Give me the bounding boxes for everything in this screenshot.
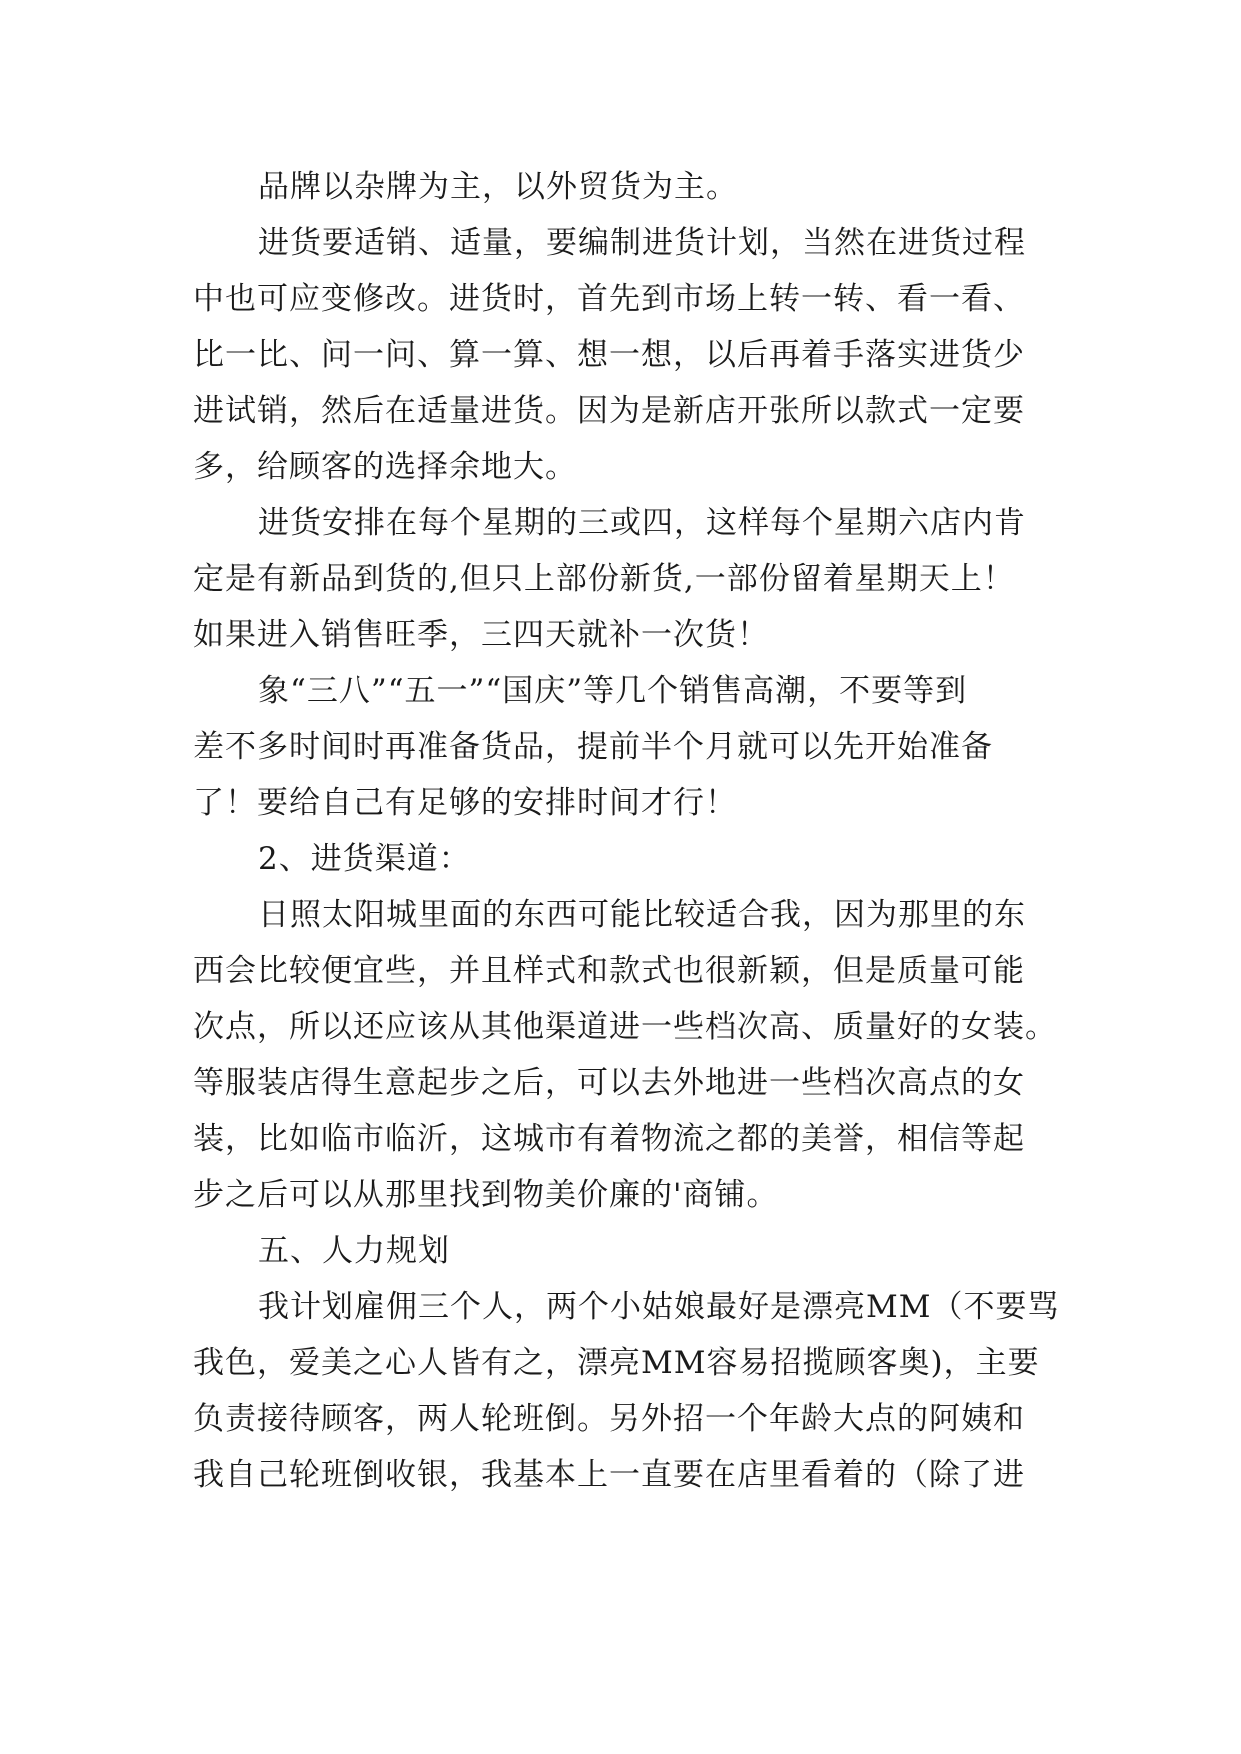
section-heading: 五、人力规划 [258, 1233, 450, 1269]
text-line: 负责接待顾客，两人轮班倒。另外招一个年龄大点的阿姨和 [193, 1401, 1025, 1437]
text-line: 进试销，然后在适量进货。因为是新店开张所以款式一定要 [193, 393, 1025, 429]
text-line: 定是有新品到货的,但只上部份新货,一部份留着星期天上！ [193, 561, 1015, 597]
text-line: 品牌以杂牌为主，以外贸货为主。 [258, 169, 738, 205]
section-heading: 2、进货渠道： [258, 841, 471, 877]
text-line: 西会比较便宜些，并且样式和款式也很新颖，但是质量可能 [193, 953, 1025, 989]
text-line: 象“三八”“五一”“国庆”等几个销售高潮，不要等到 [258, 673, 968, 709]
text-line: 次点，所以还应该从其他渠道进一些档次高、质量好的女装。 [193, 1009, 1057, 1045]
text-line: 我色，爱美之心人皆有之，漂亮MM容易招揽顾客奥)，主要 [193, 1345, 1040, 1381]
text-line: 差不多时间时再准备货品，提前半个月就可以先开始准备 [193, 729, 993, 765]
text-line: 了！要给自己有足够的安排时间才行！ [193, 785, 737, 821]
text-line: 我计划雇佣三个人，两个小姑娘最好是漂亮MM（不要骂 [258, 1289, 1060, 1325]
text-line: 进货安排在每个星期的三或四，这样每个星期六店内肯 [258, 505, 1026, 541]
text-line: 装，比如临市临沂，这城市有着物流之都的美誉，相信等起 [193, 1121, 1025, 1157]
text-line: 如果进入销售旺季，三四天就补一次货！ [193, 617, 769, 653]
text-line: 我自己轮班倒收银，我基本上一直要在店里看着的（除了进 [193, 1457, 1025, 1493]
text-line: 进货要适销、适量，要编制进货计划，当然在进货过程 [258, 225, 1026, 261]
text-line: 等服装店得生意起步之后，可以去外地进一些档次高点的女 [193, 1065, 1025, 1101]
text-line: 多，给顾客的选择余地大。 [193, 449, 577, 485]
text-line: 步之后可以从那里找到物美价廉的'商铺。 [193, 1177, 779, 1213]
text-line: 中也可应变修改。进货时，首先到市场上转一转、看一看、 [193, 281, 1025, 317]
text-line: 日照太阳城里面的东西可能比较适合我，因为那里的东 [258, 897, 1026, 933]
text-line: 比一比、问一问、算一算、想一想，以后再着手落实进货少 [193, 337, 1025, 373]
